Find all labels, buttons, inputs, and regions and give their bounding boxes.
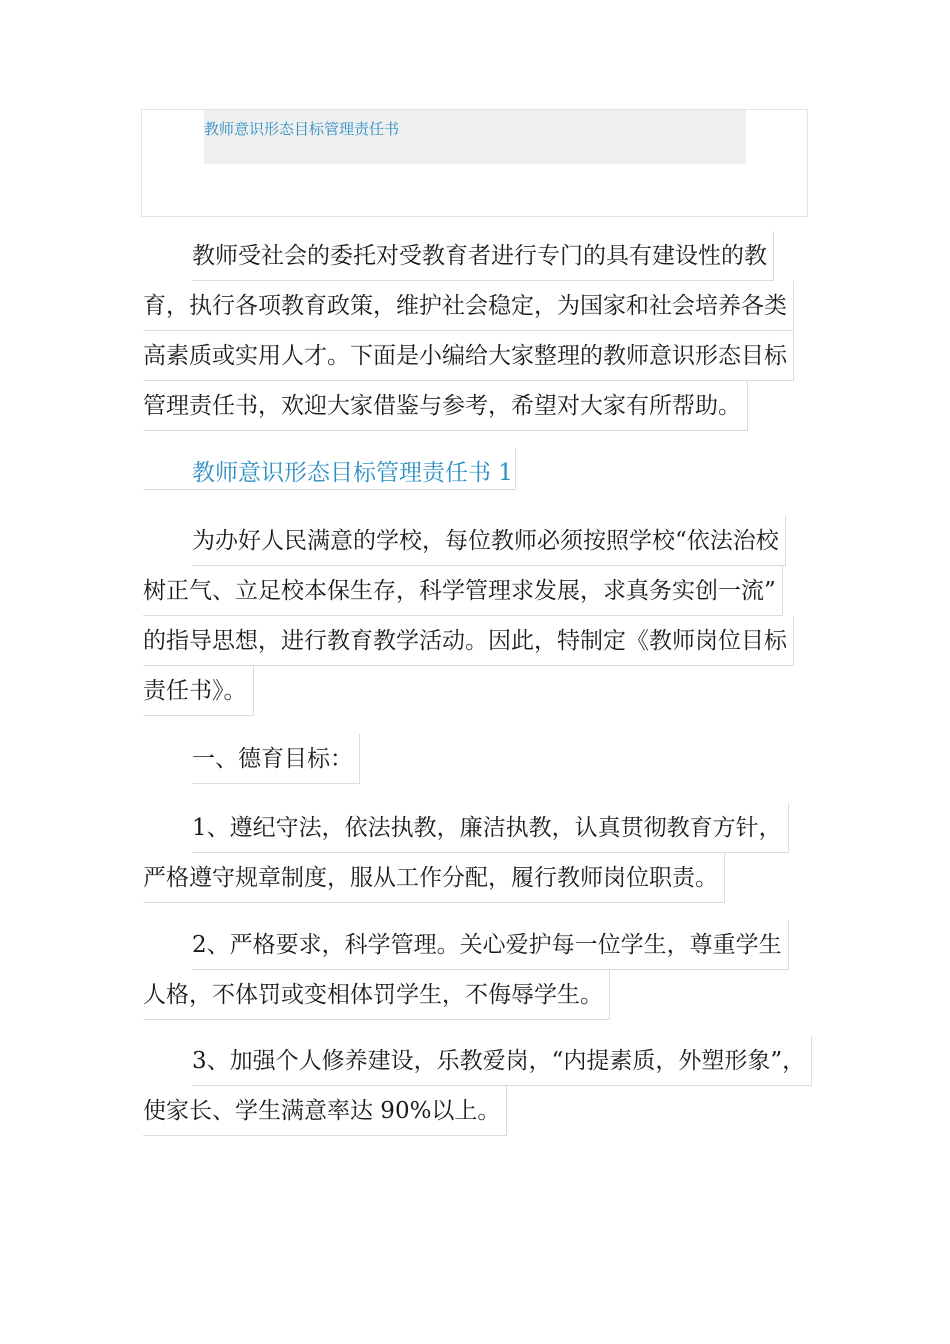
paragraph-line: 责任书》。: [143, 666, 254, 716]
subheading: [143, 734, 823, 784]
intro-line: 高素质或实用人才。下面是小编给大家整理的教师意识形态目标: [143, 331, 794, 381]
list-item-line: 人格，不体罚或变相体罚学生，不侮辱学生。: [143, 970, 610, 1020]
list-item-line: 3、加强个人修养建设，乐教爱岗，“内提素质，外塑形象”，: [192, 1036, 812, 1086]
subheading-text: 一、德育目标：: [192, 734, 360, 784]
section-heading-text: 教师意识形态目标管理责任书 1: [143, 448, 516, 490]
paragraph-line: 树正气、立足校本保生存，科学管理求发展，求真务实创一流”: [143, 566, 783, 616]
paragraph-line: 的指导思想，进行教育教学活动。因此，特制定《教师岗位目标: [143, 616, 794, 666]
list-item-line: 使家长、学生满意率达 90%以上。: [143, 1086, 507, 1136]
list-item-line: 严格遵守规章制度，服从工作分配，履行教师岗位职责。: [143, 853, 725, 903]
intro-line: 管理责任书，欢迎大家借鉴与参考，希望对大家有所帮助。: [143, 381, 748, 431]
intro-line: 育，执行各项教育政策，维护社会稳定，为国家和社会培养各类: [143, 281, 794, 331]
document-header: [141, 109, 808, 217]
paragraph-line: 为办好人民满意的学校，每位教师必须按照学校“依法治校: [192, 516, 786, 566]
intro-line: 教师受社会的委托对受教育者进行专门的具有建设性的教: [192, 231, 774, 281]
list-item: [143, 803, 823, 903]
list-item-line: 1、遵纪守法，依法执教，廉洁执教，认真贯彻教育方针，: [192, 803, 789, 853]
intro-paragraph: [143, 231, 823, 431]
list-item-line: 2、严格要求，科学管理。关心爱护每一位学生，尊重学生: [192, 920, 789, 970]
header-title: 教师意识形态目标管理责任书: [204, 120, 400, 138]
section-heading: [143, 448, 516, 498]
list-item: [143, 920, 823, 1020]
list-item: [143, 1036, 823, 1136]
section-paragraph: [143, 516, 823, 716]
